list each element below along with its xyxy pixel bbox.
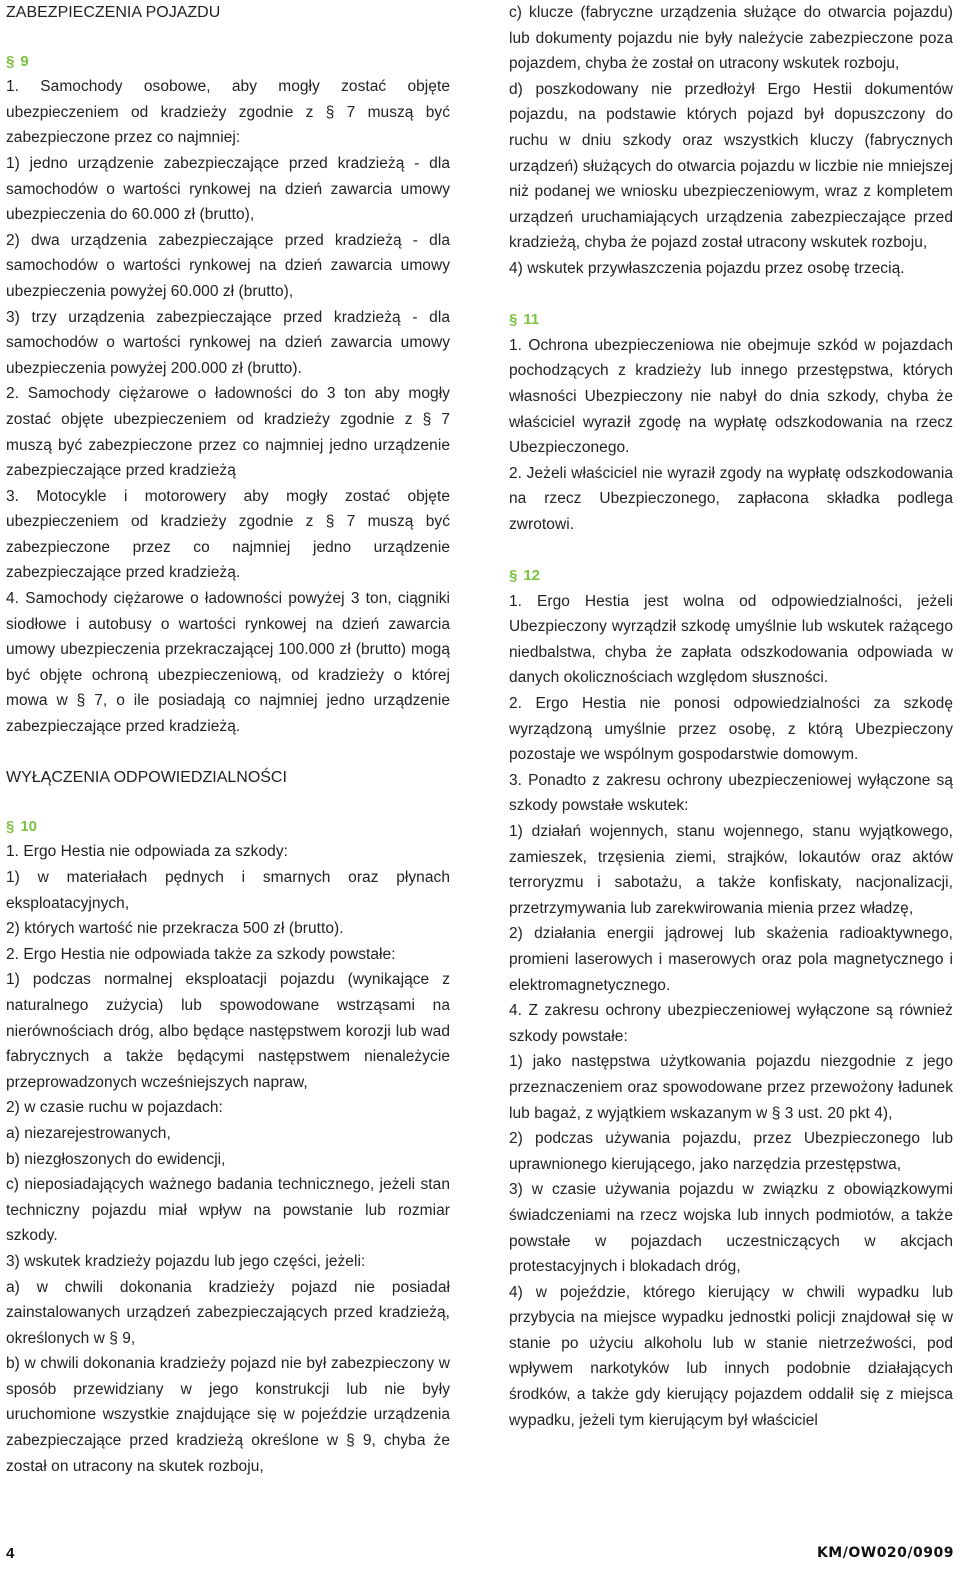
paragraph: 1. Ergo Hestia jest wolna od odpowiedzialności, jeżeli Ubezpieczony wyrządził szkodę umyślnie lub wskutek rażącego niedbalstwa, chyba że zapłata odszkodowania odpowiada w danych okolicznościach względom słuszności. [509,592,953,687]
paragraph: 2. Ergo Hestia nie ponosi odpowiedzialności za szkodę wyrządzoną umyślnie przez osobę, z którą Ubezpieczony pozostaje we wspólnym gospodarstwie domowym. [509,695,953,764]
right-column [509,0,953,1433]
paragraph-number-11: § 11 [509,311,540,329]
paragraph: 1. Samochody osobowe, aby mogły zostać objęte ubezpieczeniem od kradzieży zgodnie z § 7 muszą być zabezpieczone przez co najmniej: [6,78,450,147]
paragraph: 4) wskutek przywłaszczenia pojazdu przez osobę trzecią. [509,259,905,277]
paragraph: 3) wskutek kradzieży pojazdu lub jego części, jeżeli: [6,1252,366,1270]
document-code: KM/OW020/0909 [816,1545,954,1561]
paragraph-number-10: § 10 [6,817,38,835]
paragraph: c) klucze (fabryczne urządzenia służące do otwarcia pojazdu) lub dokumenty pojazdu nie były należycie zabezpieczone poza pojazdem, chyba że został on utracony wskutek rozboju, [509,4,953,73]
paragraph: 4) w pojeździe, którego kierujący w chwili wypadku lub przybycia na miejsce wypadku jednostki policji znajdował się w stanie po użyciu alkoholu lub w stanie nietrzeźwości, pod wpływem narkotyków lub innych podobnie działających środków, a także gdy kierujący pojazdem oddalił się z miejsca wypadku, jeżeli tym kierującym był właściciel [509,1283,953,1429]
paragraph: 2. Ergo Hestia nie odpowiada także za szkody powstałe: [6,945,396,963]
paragraph: 1) podczas normalnej eksploatacji pojazdu (wynikające z naturalnego zużycia) lub spowodowane wstrząsami na nierównościach dróg, albo będące następstwem korozji lub wad fabrycznych a także będącymi następstwem nienależycie przeprowadzonych wcześniejszych napraw, [6,971,450,1091]
paragraph: 3) trzy urządzenia zabezpieczające przed kradzieżą - dla samochodów o wartości rynkowej na dzień zawarcia umowy ubezpieczenia powyżej 200.000 zł (brutto). [6,308,450,377]
section-heading-vehicle-security: ZABEZPIECZENIA POJAZDU [6,4,221,21]
paragraph: 4. Samochody ciężarowe o ładowności powyżej 3 ton, ciągniki siodłowe i autobusy o wartości rynkowej na dzień zawarcia umowy ubezpieczenia przekraczającej 100.000 zł (brutto) mogą być objęte ochroną ubezpieczeniową, od kradzieży o której mowa w § 7, o ile posiadają co najmniej jedno urządzenie zabezpieczające przed kradzieżą. [6,590,450,736]
page-number: 4 [6,1545,15,1562]
paragraph: 1) jedno urządzenie zabezpieczające przed kradzieżą - dla samochodów o wartości rynkowej na dzień zawarcia umowy ubezpieczenia do 60.000 zł (brutto), [6,154,450,224]
section-sign-icon: § [6,52,15,70]
section-heading-exclusions: WYŁĄCZENIA ODPOWIEDZIALNOŚCI [6,769,287,787]
paragraph: 1) w materiałach pędnych i smarnych oraz płynach eksploatacyjnych, [6,869,450,912]
paragraph: 2) w czasie ruchu w pojazdach: [6,1099,223,1117]
paragraph: 2. Samochody ciężarowe o ładowności do 3 ton aby mogły zostać objęte ubezpieczeniem od kradzieży zgodnie z § 7 muszą być zabezpieczone przez co najmniej jedno urządzenie zabezpieczające przed kradzieżą [6,385,450,480]
paragraph: 3. Motocykle i motorowery aby mogły zostać objęte ubezpieczeniem od kradzieży zgodnie z § 7 muszą być zabezpieczone przez co najmniej jedno urządzenie zabezpieczające przed kradzieżą. [6,487,450,582]
paragraph: 1) jako następstwa użytkowania pojazdu niezgodnie z jego przeznaczeniem oraz spowodowane przez przewożony ładunek lub bagaż, z wyjątkiem wskazanym w § 3 ust. 20 pkt 4), [509,1053,953,1122]
paragraph-number-9: § 9 [6,52,29,70]
paragraph: d) poszkodowany nie przedłożył Ergo Hestii dokumentów pojazdu, na podstawie których pojazd był dopuszczony do ruchu w dniu szkody oraz wszystkich kluczy (fabrycznych urządzeń) służących do otwarcia pojazdu w liczbie nie mniejszej niż podanej we wniosku ubezpieczeniowym, wraz z kompletem urządzeń uruchamiających urządzenia zabezpieczające przed kradzieżą, chyba że pojazd został utracony wskutek rozboju, [509,80,953,252]
section-sign-icon: § [509,311,518,329]
paragraph: 3) w czasie używania pojazdu w związku z obowiązkowymi świadczeniami na rzecz wojska lub innych podmiotów, a także powstałe w pojazdach uczestniczących w akcjach protestacyjnych i blokadach dróg, [509,1181,953,1276]
paragraph: 2) działania energii jądrowej lub skażenia radioaktywnego, promieni laserowych i maserowych oraz pola magnetycznego i elektromagnetycznego. [509,925,953,994]
paragraph: a) w chwili dokonania kradzieży pojazd nie posiadał zainstalowanych urządzeń zabezpieczających przed kradzieżą, określonych w § 9, [6,1278,450,1347]
paragraph: 1. Ergo Hestia nie odpowiada za szkody: [6,843,288,861]
paragraph: b) niezgłoszonych do ewidencji, [6,1150,226,1168]
paragraph: 1. Ochrona ubezpieczeniowa nie obejmuje szkód w pojazdach pochodzących z kradzieży lub innego przestępstwa, których własności Ubezpieczony nie nabył do dnia szkody, chyba że właściciel wyraził zgodę na wypłatę odszkodowania na rzecz Ubezpieczonego. [509,336,953,457]
paragraph: 1) działań wojennych, stanu wojennego, stanu wyjątkowego, zamieszek, trzęsienia ziemi, strajków, lokautów oraz aktów terroryzmu i sabotażu, a także konfiskaty, nacjonalizacji, przetrzymywania lub zarekwirowania mienia przez władzę, [509,823,953,917]
paragraph: 2) których wartość nie przekracza 500 zł (brutto). [6,920,344,938]
paragraph: 2. Jeżeli właściciel nie wyraził zgody na wypłatę odszkodowania na rzecz Ubezpieczonego, zapłacona składka podlega zwrotowi. [509,464,953,533]
paragraph: 4. Z zakresu ochrony ubezpieczeniowej wyłączone są również szkody powstałe: [509,1002,953,1045]
paragraph: 3. Ponadto z zakresu ochrony ubezpieczeniowej wyłączone są szkody powstałe wskutek: [509,771,953,815]
left-column [6,0,450,1479]
section-sign-icon: § [6,817,15,835]
paragraph: a) niezarejestrowanych, [6,1124,171,1142]
paragraph: 2) dwa urządzenia zabezpieczające przed kradzieżą - dla samochodów o wartości rynkowej na dzień zawarcia umowy ubezpieczenia powyżej 60.000 zł (brutto), [6,231,450,300]
paragraph: b) w chwili dokonania kradzieży pojazd nie był zabezpieczony w sposób przewidziany w jego konstrukcji lub nie były uruchomione wszystkie znajdujące się w pojeździe urządzenia zabezpieczające przed kradzieżą określone w § 9, chyba że został on utracony na skutek rozboju, [6,1355,450,1475]
section-sign-icon: § [509,567,518,585]
paragraph: 2) podczas używania pojazdu, przez Ubezpieczonego lub uprawnionego kierującego, jako narzędzia przestępstwa, [509,1130,953,1173]
paragraph: c) nieposiadających ważnego badania technicznego, jeżeli stan techniczny pojazdu miał wpływ na powstanie lub rozmiar szkody. [6,1176,450,1245]
paragraph-number-12: § 12 [509,567,541,585]
